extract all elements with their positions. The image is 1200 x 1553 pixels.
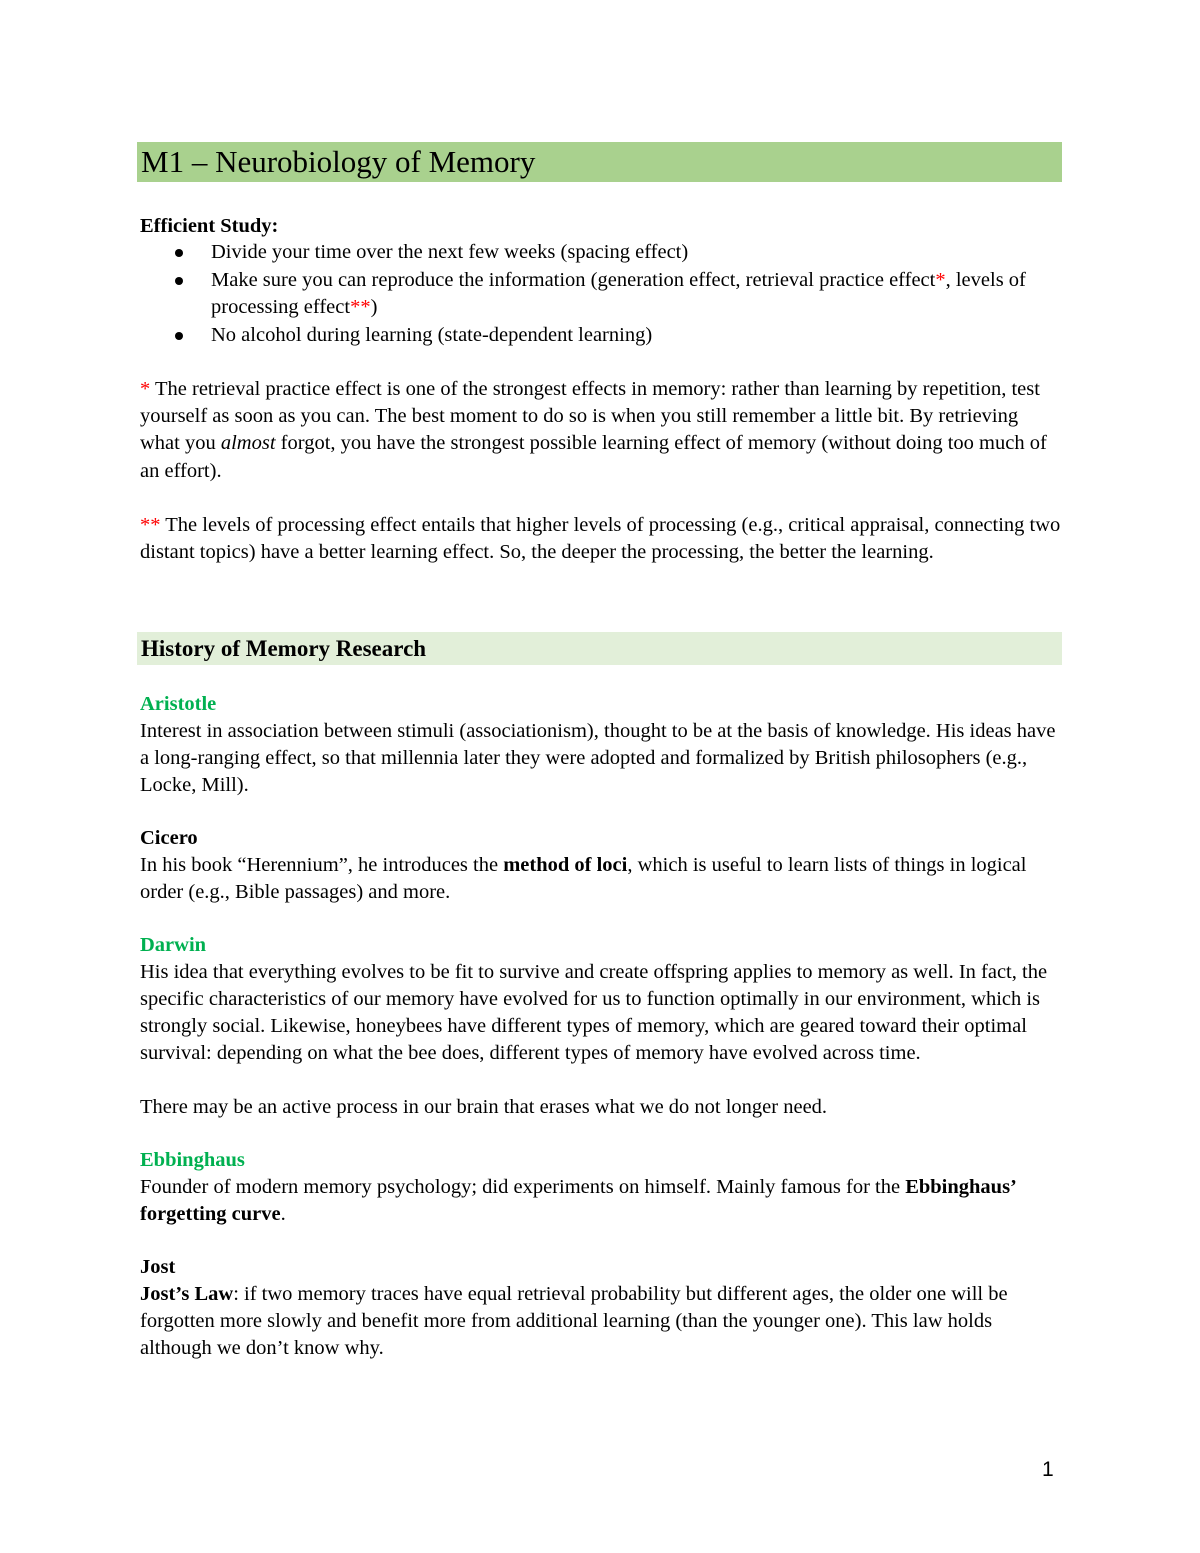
- person-name: Darwin: [140, 934, 207, 957]
- note-text: The levels of processing effect entails that higher levels of processing (e.g., critical appraisal, connecting two distant topics) have a better learning effect. So, the deeper the processing, the better the learning.: [140, 513, 1061, 564]
- bullet-text: ): [370, 296, 378, 318]
- person-ebbinghaus: [140, 1147, 1062, 1228]
- bullet-icon: [175, 332, 183, 340]
- text-span: Founder of modern memory psychology; did experiments on himself. Mainly famous for the: [140, 1176, 906, 1199]
- list-item: [140, 322, 1062, 350]
- footnote-marker: *: [935, 268, 946, 291]
- list-item: [140, 239, 1062, 267]
- bold-term: Jost’s Law: [140, 1283, 234, 1306]
- history-heading: History of Memory Research: [137, 632, 1062, 665]
- bold-term: method of loci: [503, 854, 628, 877]
- person-text: [140, 1281, 1062, 1362]
- text-span: , which is useful to learn lists of things in logical order (e.g., Bible passages) and more.: [140, 854, 1027, 904]
- person-text: His idea that everything evolves to be fit to survive and create offspring applies to memory as well. In fact, the specific characteristics of our memory have evolved for us to function optimally in our environment, which is strongly social. Likewise, honeybees have different types of memory, which are geared toward their optimal survival: depending on what the bee does, different types of memory have evolved across time.: [140, 961, 1048, 1065]
- note-text: forgot, you have the strongest possible learning effect of memory (without doing too much of an effort).: [140, 432, 1047, 482]
- person-name: Aristotle: [140, 693, 217, 716]
- person-extra-text: There may be an active process in our brain that erases what we do not longer need.: [140, 1096, 828, 1119]
- retrieval-practice-note: [140, 376, 1062, 485]
- person-text: [140, 852, 1062, 906]
- note-text: The retrieval practice effect is one of the strongest effects in memory: rather than learning by repetition, test yourself as soon as you can. The best moment to do so is when you still remember a little bit. By retrieving what you: [140, 378, 1040, 455]
- levels-of-processing-note: [140, 512, 1062, 566]
- person-text: [140, 1174, 1062, 1228]
- footnote-marker: *: [140, 378, 151, 400]
- text-span: In his book “Herennium”, he introduces the: [140, 854, 504, 877]
- bullet-text: No alcohol during learning (state-dependent learning): [211, 323, 653, 346]
- bullet-icon: [175, 277, 183, 285]
- efficient-study-list: [140, 239, 1062, 349]
- list-item: [140, 267, 1062, 322]
- bullet-text: Make sure you can reproduce the information (generation effect, retrieval practice effect: [211, 268, 936, 291]
- bullet-text: , levels of processing effect: [211, 268, 1026, 318]
- efficient-study-heading: Efficient Study:: [140, 215, 279, 237]
- page-number: 1: [1042, 1458, 1054, 1481]
- person-text: Interest in association between stimuli (associationism), thought to be at the basis of knowledge. His ideas have a long-ranging effect, so that millennia later they were adopted and formalized by British philosophers (e.g., Locke, Mill).: [140, 720, 1056, 797]
- person-name: Jost: [140, 1256, 176, 1279]
- note-emphasis: almost: [220, 432, 276, 455]
- person-cicero: [140, 825, 1062, 906]
- page-content: [140, 142, 1062, 1362]
- person-name: Cicero: [140, 827, 198, 850]
- document-title: M1 – Neurobiology of Memory: [137, 142, 1062, 182]
- bullet-icon: [175, 249, 183, 257]
- person-name: Ebbinghaus: [140, 1149, 245, 1172]
- footnote-marker: **: [140, 513, 161, 536]
- person-jost: [140, 1254, 1062, 1362]
- footnote-marker: **: [350, 296, 371, 318]
- person-darwin: [140, 932, 1062, 1121]
- bullet-text: Divide your time over the next few weeks (spacing effect): [211, 241, 689, 263]
- text-span: .: [280, 1203, 286, 1226]
- bold-term: Ebbinghaus’ forgetting curve: [140, 1176, 1016, 1226]
- text-span: : if two memory traces have equal retrieval probability but different ages, the older one will be forgotten more slowly and benefit more from additional learning (than the younger one). This law holds although we don’t know why.: [140, 1283, 1008, 1360]
- person-aristotle: [140, 691, 1062, 799]
